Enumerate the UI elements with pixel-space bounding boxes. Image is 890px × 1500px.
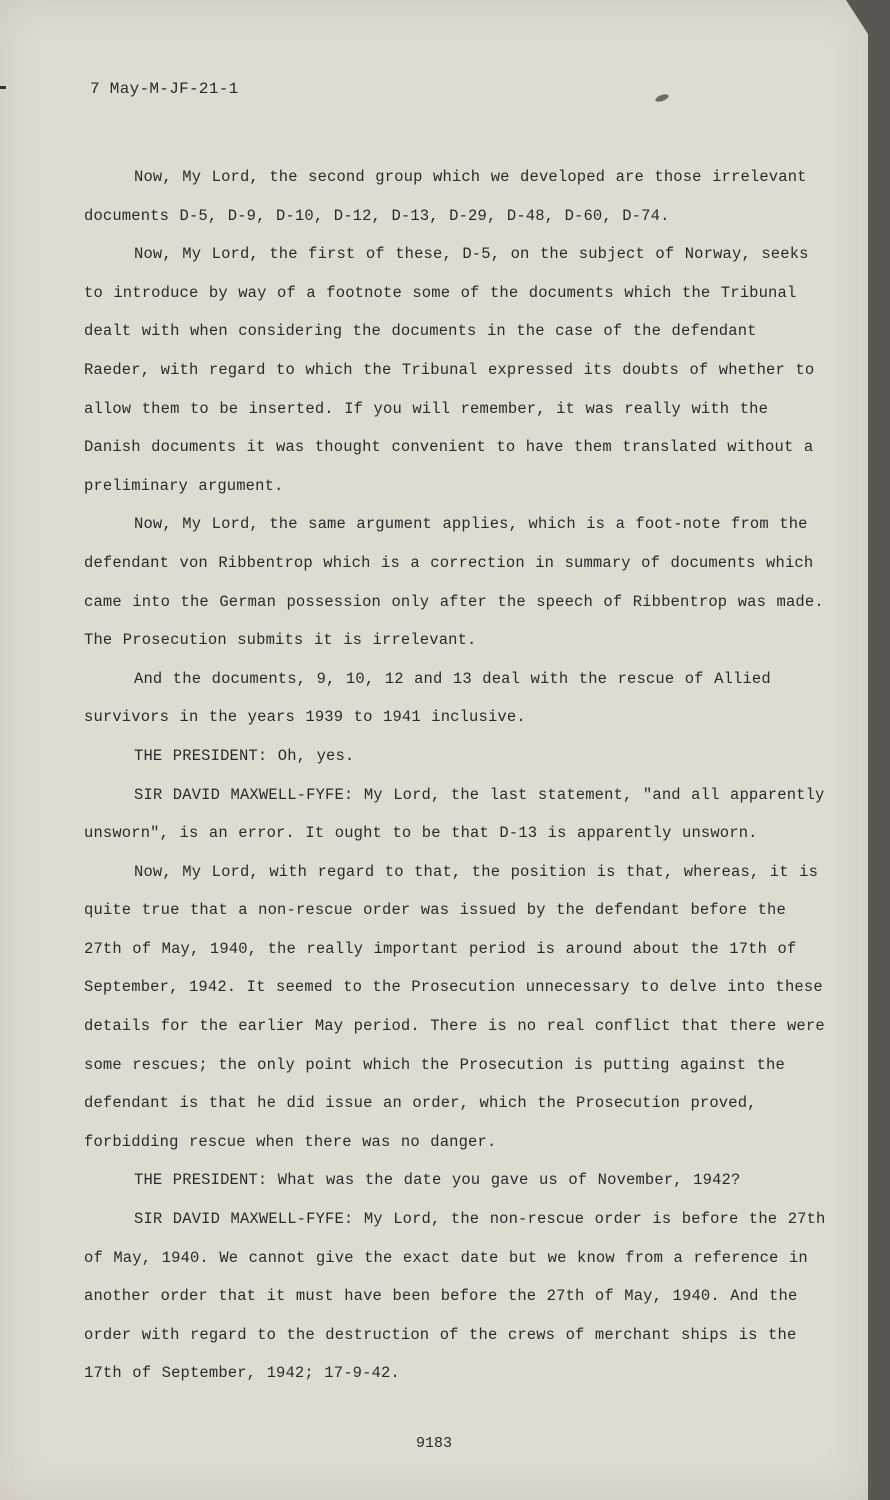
paragraph-4: And the documents, 9, 10, 12 and 13 deal with the rescue of Allied survivors in the years 1939 to 1941 inclusive. — [84, 669, 771, 727]
folded-corner — [846, 0, 868, 34]
paragraph-9: SIR DAVID MAXWELL-FYFE: My Lord, the non-rescue order is before the 27th of May, 1940. We cannot give the exact date but we know from a reference in another order that it must have been before the 27th of May, 1940. And the order with regard to the destruction of the crews of merchant ships is the 17th of September, 1942; 17-9-42. — [84, 1210, 826, 1383]
document-reference: 7 May-M-JF-21-1 — [90, 80, 239, 98]
transcript-body — [84, 158, 829, 1393]
page-number: 9183 — [415, 1435, 452, 1452]
ink-blot — [654, 93, 669, 103]
paragraph-5: THE PRESIDENT: Oh, yes. — [134, 746, 355, 765]
paragraph-3: Now, My Lord, the same argument applies, which is a foot-note from the defendant von Ribbentrop which is a correction in summary of documents which came into the German possession only after the speech of Ribbentrop was made. The Prosecution submits it is irrelevant. — [84, 515, 824, 650]
edge-mark — [0, 86, 6, 89]
paragraph-7: Now, My Lord, with regard to that, the position is that, whereas, it is quite true that a non-rescue order was issued by the defendant before the 27th of May, 1940, the really important period is around about the 17th of September, 1942. It seemed to the Prosecution unnecessary to delve into these details for the earlier May period. There is no real conflict that there were some rescues; the only point which the Prosecution is putting against the defendant is that he did issue an order, which the Prosecution proved, forbidding rescue when there was no danger. — [84, 862, 825, 1151]
paragraph-6: SIR DAVID MAXWELL-FYFE: My Lord, the last statement, "and all apparently unsworn", is an error. It ought to be that D-13 is apparently unsworn. — [84, 785, 825, 843]
paragraph-2: Now, My Lord, the first of these, D-5, on the subject of Norway, seeks to introduce by way of a footnote some of the documents which the Tribunal dealt with when considering the documents in the case of the defendant Raeder, with regard to which the Tribunal expressed its doubts of whether to allow them to be inserted. If you will remember, it was really with the Danish documents it was thought convenient to have them translated without a preliminary argument. — [84, 245, 815, 495]
paragraph-8: THE PRESIDENT: What was the date you gave us of November, 1942? — [134, 1171, 741, 1190]
paragraph-1: Now, My Lord, the second group which we developed are those irrelevant documents D-5, D-9, D-10, D-12, D-13, D-29, D-48, D-60, D-74. — [84, 168, 807, 225]
